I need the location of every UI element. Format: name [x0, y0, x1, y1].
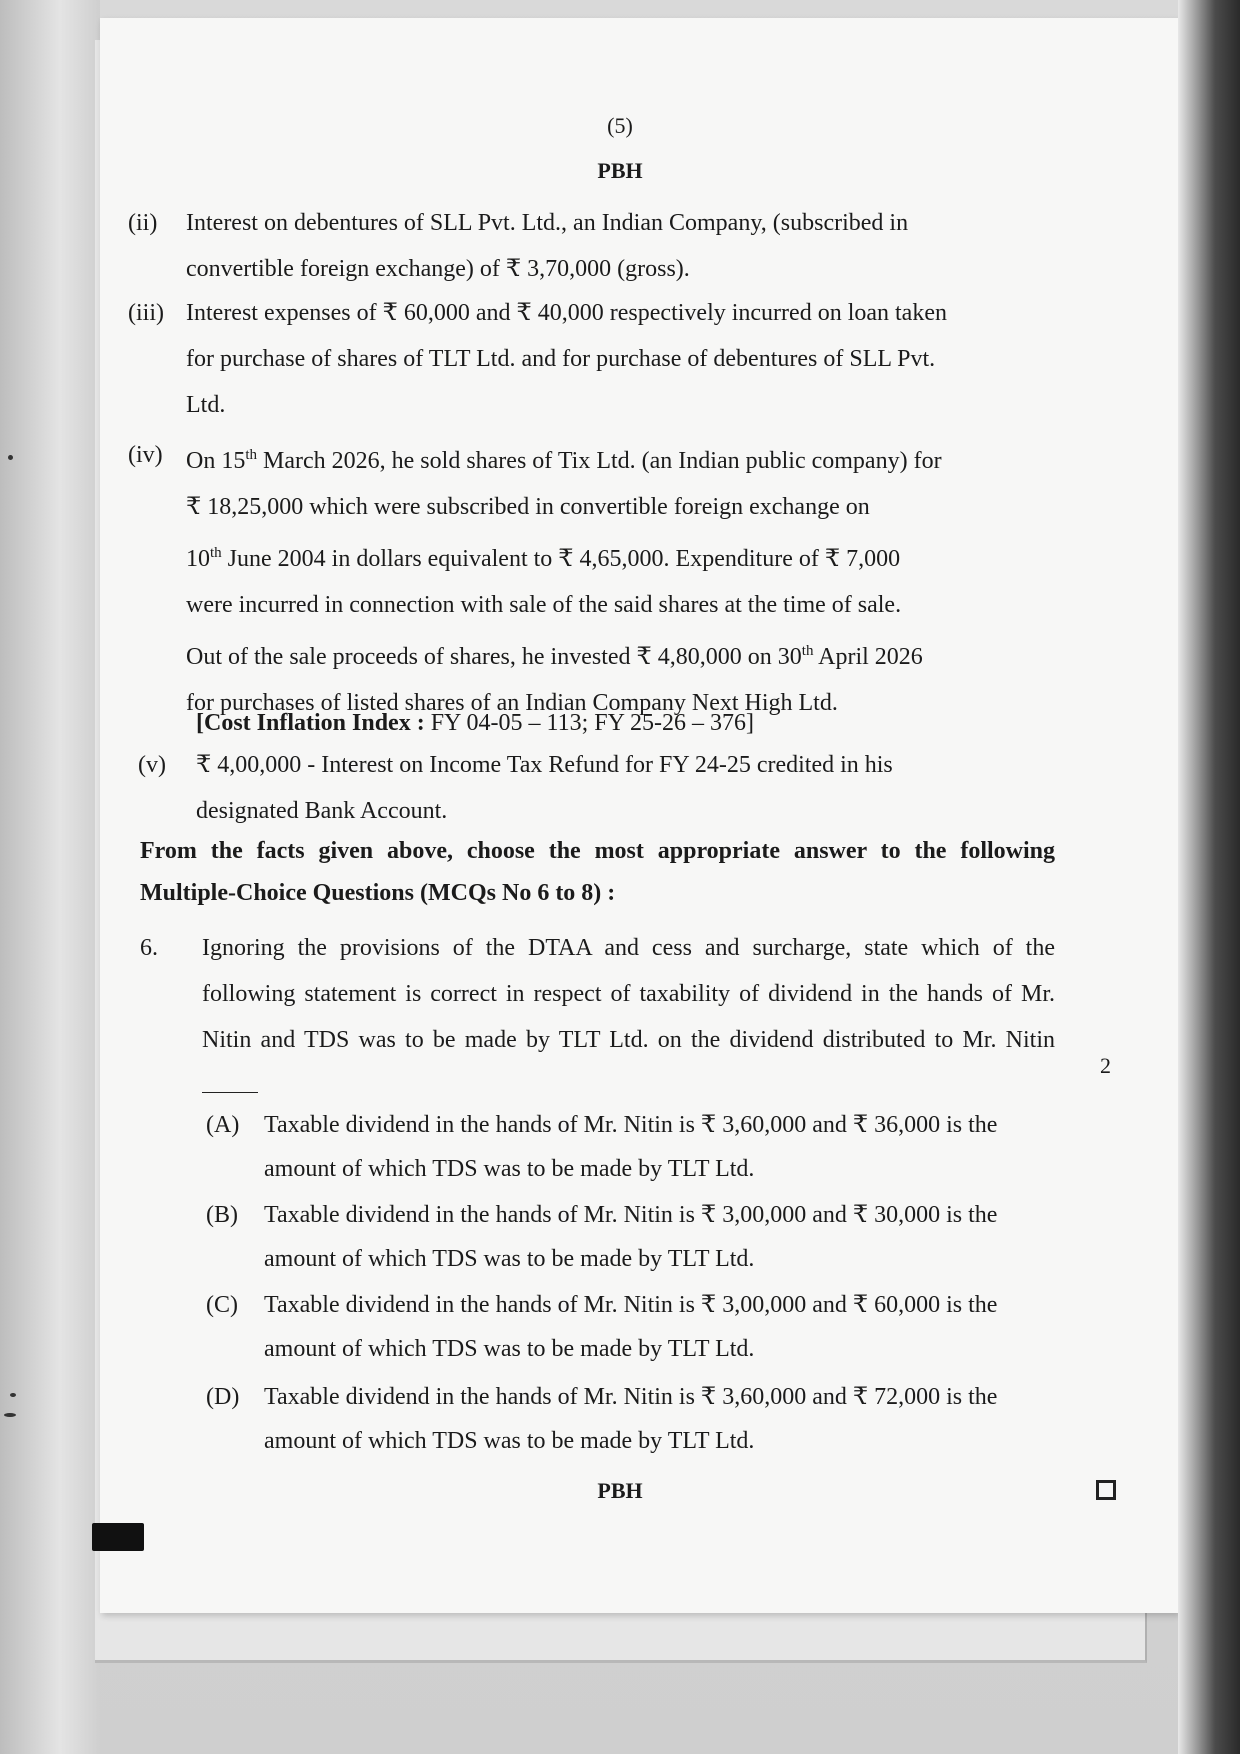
item-line: for purchase of shares of TLT Ltd. and for purchase of debentures of SLL Pvt. [186, 346, 936, 372]
item-iv [128, 432, 1048, 716]
item-line: On 15th March 2026, he sold shares of Tix Ltd. (an Indian public company) for [186, 447, 942, 474]
option-label: (C) [206, 1292, 238, 1318]
option-label: (B) [206, 1202, 238, 1228]
option-text: Taxable dividend in the hands of Mr. Nitin is ₹ 3,60,000 and ₹ 36,000 is the amount of which TDS was to be made by TLT Ltd. [264, 1112, 998, 1182]
item-ii [128, 200, 1048, 292]
option-label: (D) [206, 1384, 240, 1410]
option-text: Taxable dividend in the hands of Mr. Nitin is ₹ 3,00,000 and ₹ 30,000 is the amount of which TDS was to be made by TLT Ltd. [264, 1202, 998, 1272]
item-v [138, 742, 1048, 834]
cii-value: FY 04-05 – 113; FY 25-26 – 376] [430, 710, 755, 736]
option-c[interactable] [206, 1283, 1064, 1371]
item-line: Interest expenses of ₹ 60,000 and ₹ 40,000 respectively incurred on loan taken [186, 300, 947, 326]
item-number: (ii) [128, 210, 158, 236]
item-number: (v) [138, 752, 166, 778]
item-line: convertible foreign exchange) of ₹ 3,70,000 (gross). [186, 256, 690, 282]
answer-blank [202, 1072, 258, 1093]
page-number: (5) [607, 113, 633, 138]
option-b[interactable] [206, 1193, 1064, 1281]
footer-code: PBH [597, 1478, 643, 1503]
question-6 [140, 925, 1055, 1111]
question-marks: 2 [1100, 1053, 1111, 1078]
scan-speck [4, 1413, 16, 1417]
item-line: designated Bank Account. [196, 798, 448, 824]
question-text: Ignoring the provisions of the DTAA and cess and surcharge, state which of the following statement is correct in respect of taxability of dividend in the hands of Mr. Nitin and TDS was to be made by TLT Ltd. on the dividend distributed to Mr. Nitin [202, 935, 1055, 1053]
item-line: ₹ 18,25,000 which were subscribed in convertible foreign exchange on [186, 494, 870, 520]
header-code: PBH [597, 158, 643, 183]
item-number: (iv) [128, 442, 163, 468]
option-text: Taxable dividend in the hands of Mr. Nitin is ₹ 3,00,000 and ₹ 60,000 is the amount of which TDS was to be made by TLT Ltd. [264, 1292, 998, 1362]
option-label: (A) [206, 1112, 240, 1138]
item-iii [128, 290, 1048, 428]
item-line: Out of the sale proceeds of shares, he invested ₹ 4,80,000 on 30th April 2026 [186, 643, 923, 670]
item-number: (iii) [128, 300, 164, 326]
item-line: ₹ 4,00,000 - Interest on Income Tax Refund for FY 24-25 credited in his [196, 752, 893, 778]
option-text: Taxable dividend in the hands of Mr. Nitin is ₹ 3,60,000 and ₹ 72,000 is the amount of which TDS was to be made by TLT Ltd. [264, 1384, 998, 1454]
item-line: were incurred in connection with sale of the said shares at the time of sale. [186, 592, 902, 618]
cost-inflation-index [196, 700, 1056, 746]
cii-label: [Cost Inflation Index : [196, 710, 425, 736]
item-line: 10th June 2004 in dollars equivalent to ₹ 4,65,000. Expenditure of ₹ 7,000 [186, 545, 901, 572]
option-d[interactable] [206, 1375, 1064, 1463]
square-mark-icon [1096, 1480, 1116, 1500]
question-number: 6. [140, 935, 158, 961]
item-line: Interest on debentures of SLL Pvt. Ltd., an Indian Company, (subscribed in [186, 210, 909, 236]
scan-speck [8, 455, 13, 460]
item-line: for purchases of listed shares of an Indian Company Next High Ltd. [186, 690, 838, 716]
black-tab-mark [92, 1523, 144, 1551]
instructions-heading: From the facts given above, choose the most appropriate answer to the following Multiple-Choice Questions (MCQs No 6 to 8) : [140, 838, 1055, 906]
item-line: Ltd. [186, 392, 226, 418]
option-a[interactable] [206, 1103, 1064, 1191]
scan-speck [10, 1393, 16, 1397]
